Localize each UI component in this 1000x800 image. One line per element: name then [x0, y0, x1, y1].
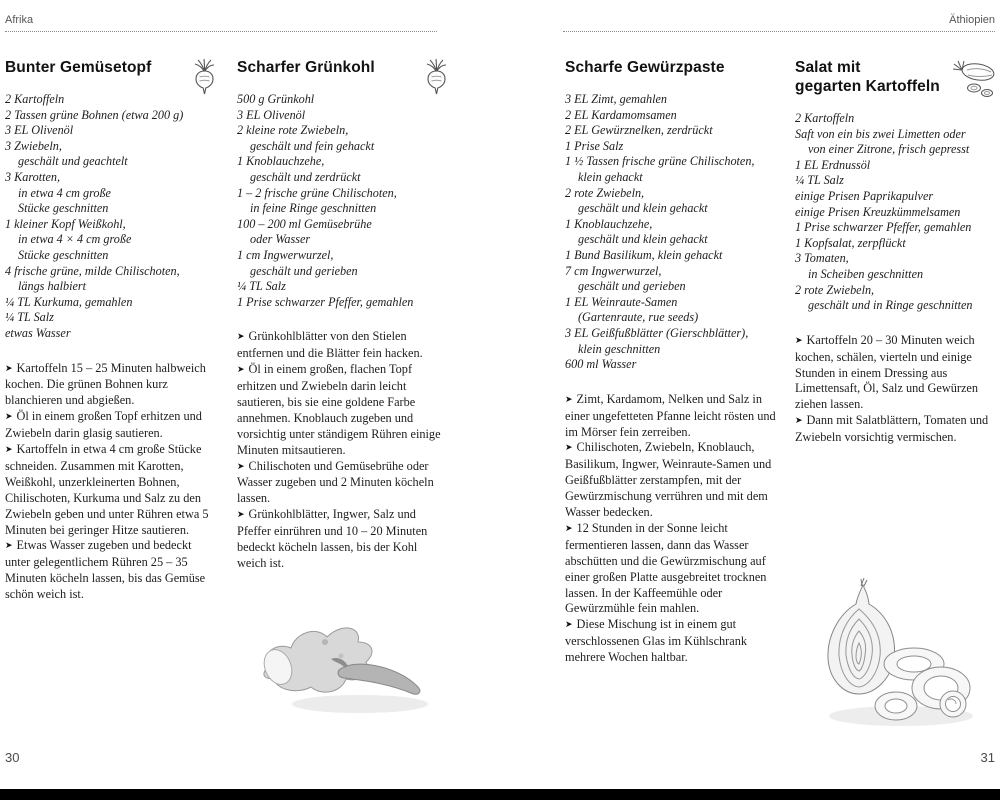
- step-item: [795, 333, 997, 414]
- step-text: Diese Mischung ist in einem gut verschlossenen Glas im Kühlschrank mehrere Wochen haltbar.: [565, 617, 748, 665]
- step-text: 12 Stunden in der Sonne leicht fermentieren lassen, dann das Wasser abschütten und die Gewürzmischung auf einer großen Platte ausgebreitet trocknen lassen. In der Kaffeemühle oder Gewürzmühle fein mahlen.: [565, 520, 767, 616]
- recipe-title: [237, 58, 449, 77]
- ginger-chili-illustration: [245, 596, 440, 736]
- step-item: [237, 362, 449, 458]
- step-item: [565, 392, 789, 441]
- ingredient-line: 1 Prise Salz: [565, 138, 624, 153]
- ingredient-line: einige Prisen Kreuzkümmelsamen: [795, 204, 961, 219]
- ingredient-line: 1 kleiner Kopf Weißkohl,: [5, 216, 126, 231]
- ingredient-line: in feine Ringe geschnitten: [250, 201, 377, 216]
- recipe-column-scharfer-gruenkohl: [237, 58, 449, 572]
- ingredient-line: ¼ TL Salz: [795, 173, 844, 188]
- recipe-title-line: Scharfer Grünkohl: [237, 59, 375, 76]
- ingredient-list: [795, 111, 997, 314]
- ingredient-line: 2 Tassen grüne Bohnen (etwa 200 g): [5, 107, 184, 122]
- ingredient-line: 2 kleine rote Zwiebeln,: [237, 123, 349, 138]
- running-header-right: Äthiopien: [563, 14, 995, 32]
- step-text: Zimt, Kardamom, Nelken und Salz in einer ungefetteten Pfanne leicht rösten und im Mörser fein zerreiben.: [565, 391, 776, 439]
- ingredient-line: 1 Bund Basilikum, klein gehackt: [565, 247, 723, 262]
- step-text: Chilischoten und Gemüsebrühe oder Wasser zugeben und 2 Minuten köcheln lassen.: [237, 458, 434, 506]
- ingredient-line: 2 rote Zwiebeln,: [565, 185, 645, 200]
- step-text: Grünkohlblätter von den Stielen entfernen und die Blätter fein hacken.: [237, 329, 423, 361]
- ingredient-line: geschält und gerieben: [578, 279, 686, 294]
- recipe-title: [565, 58, 789, 77]
- beet-icon: [424, 58, 449, 100]
- step-bullet-icon: ➤: [565, 393, 573, 404]
- step-item: [237, 507, 449, 572]
- ingredient-line: 1 Prise schwarzer Pfeffer, gemahlen: [237, 294, 414, 309]
- step-list: [565, 392, 789, 666]
- recipe-title-line: Salat mit: [795, 59, 861, 76]
- ingredient-line: klein gehackt: [578, 169, 643, 184]
- step-list: [795, 333, 997, 446]
- step-text: Etwas Wasser zugeben und bedeckt unter gelegentlichem Rühren 25 – 35 Minuten köcheln lassen, bis das Gemüse schön weich ist.: [5, 538, 206, 602]
- ingredient-line: Stücke geschnitten: [18, 201, 109, 216]
- step-bullet-icon: ➤: [795, 415, 803, 426]
- ingredient-line: (Gartenraute, rue seeds): [578, 310, 699, 325]
- step-bullet-icon: ➤: [237, 331, 245, 342]
- ingredient-line: 3 EL Zimt, gemahlen: [565, 92, 668, 106]
- step-item: [565, 440, 789, 521]
- ingredient-line: in etwa 4 cm große: [18, 185, 111, 200]
- ingredient-line: einige Prisen Paprikapulver: [795, 188, 934, 203]
- ingredient-line: 1 EL Erdnussöl: [795, 157, 871, 172]
- ingredient-line: 3 Zwiebeln,: [5, 138, 62, 153]
- ingredient-line: geschält und in Ringe geschnitten: [808, 298, 973, 313]
- step-bullet-icon: ➤: [5, 362, 13, 373]
- ingredient-list: [237, 92, 449, 310]
- step-bullet-icon: ➤: [565, 619, 573, 630]
- ingredient-line: ¼ TL Kurkuma, gemahlen: [5, 294, 133, 309]
- step-text: Öl in einem großen, flachen Topf erhitzen und Zwiebeln darin leicht sautieren, bis sie eine goldene Farbe annehmen. Knoblauch zugeben und vorsichtig unter ständigem Rühren einige Minuten mitsautieren.: [237, 362, 441, 457]
- onion-illustration: [801, 576, 991, 746]
- ingredient-line: geschält und klein gehackt: [578, 201, 708, 216]
- step-item: [565, 617, 789, 666]
- ingredient-line: 2 rote Zwiebeln,: [795, 282, 875, 297]
- ingredient-line: 1 Prise schwarzer Pfeffer, gemahlen: [795, 220, 972, 235]
- running-header-left: Afrika: [5, 14, 437, 32]
- ingredient-line: etwas Wasser: [5, 325, 71, 340]
- ingredient-line: oder Wasser: [250, 232, 311, 247]
- step-text: Kartoffeln 20 – 30 Minuten weich kochen, schälen, vierteln und einige Stunden in einem Dressing aus Limettensaft, Öl, Salz und Gewürzen ziehen lassen.: [795, 332, 979, 412]
- ingredient-line: 1 Knoblauchzehe,: [565, 216, 653, 231]
- ingredient-line: geschält und gerieben: [250, 263, 358, 278]
- ingredient-line: Stücke geschnitten: [18, 247, 109, 262]
- ingredient-line: 3 EL Olivenöl: [237, 107, 306, 122]
- ingredient-line: 3 Karotten,: [5, 169, 61, 184]
- ingredient-line: 1 Kopfsalat, zerpflückt: [795, 235, 906, 250]
- step-item: [5, 538, 217, 603]
- ingredient-line: 100 – 200 ml Gemüsebrühe: [237, 216, 372, 231]
- ingredient-line: 1 EL Weinraute-Samen: [565, 294, 678, 309]
- bottom-black-bar: [0, 789, 1000, 800]
- step-list: [5, 361, 217, 604]
- ingredient-line: 1 – 2 frische grüne Chilischoten,: [237, 185, 397, 200]
- step-bullet-icon: ➤: [795, 334, 803, 345]
- step-bullet-icon: ➤: [5, 411, 13, 422]
- step-bullet-icon: ➤: [5, 540, 13, 551]
- ingredient-line: 1 ½ Tassen frische grüne Chilischoten,: [565, 154, 755, 169]
- recipe-title-line2: gegarten Kartoffeln: [795, 78, 940, 95]
- step-text: Dann mit Salatblättern, Tomaten und Zwiebeln vorsichtig vermischen.: [795, 413, 989, 445]
- ingredient-line: 2 Kartoffeln: [5, 92, 65, 106]
- step-item: [237, 459, 449, 508]
- step-bullet-icon: ➤: [565, 442, 573, 453]
- step-bullet-icon: ➤: [237, 509, 245, 520]
- recipe-title-line: Scharfe Gewürzpaste: [565, 59, 725, 76]
- page-number-right: 31: [980, 750, 995, 765]
- ingredient-line: 500 g Grünkohl: [237, 92, 315, 106]
- step-item: [795, 413, 997, 446]
- recipe-title-line: Bunter Gemüsetopf: [5, 59, 152, 76]
- ingredient-line: ¼ TL Salz: [5, 310, 54, 325]
- ingredient-line: geschält und klein gehackt: [578, 232, 708, 247]
- ingredient-line: geschält und zerdrückt: [250, 169, 361, 184]
- recipe-column-bunter-gemuesetopf: [5, 58, 217, 603]
- step-item: [5, 442, 217, 538]
- ingredient-line: 3 EL Geißfußblätter (Gierschblätter),: [565, 325, 749, 340]
- ingredient-line: klein geschnitten: [578, 341, 661, 356]
- step-item: [5, 361, 217, 410]
- step-text: Grünkohlblätter, Ingwer, Salz und Pfeffer einrühren und 10 – 20 Minuten bedeckt köcheln lassen, bis der Kohl weich ist.: [237, 507, 428, 570]
- beet-icon: [192, 58, 217, 100]
- step-bullet-icon: ➤: [5, 444, 13, 455]
- ingredient-line: in etwa 4 × 4 cm große: [18, 232, 132, 247]
- recipe-title: [5, 58, 217, 77]
- ingredient-line: 1 cm Ingwerwurzel,: [237, 247, 334, 262]
- ingredient-line: 3 Tomaten,: [795, 251, 849, 266]
- ingredient-line: 2 EL Gewürznelken, zerdrückt: [565, 123, 713, 138]
- ingredient-line: 2 EL Kardamomsamen: [565, 107, 677, 122]
- step-item: [565, 521, 789, 617]
- step-list: [237, 329, 449, 572]
- recipe-column-salat-mit-gegarten-kartoffeln: [795, 58, 997, 446]
- step-bullet-icon: ➤: [565, 522, 573, 533]
- ingredient-line: 600 ml Wasser: [565, 357, 637, 372]
- ingredient-list: [565, 92, 789, 373]
- ingredient-list: [5, 92, 217, 342]
- ingredient-line: geschält und geachtelt: [18, 154, 128, 169]
- ingredient-line: geschält und fein gehackt: [250, 138, 375, 153]
- step-bullet-icon: ➤: [237, 460, 245, 471]
- step-text: Kartoffeln in etwa 4 cm große Stücke schneiden. Zusammen mit Karotten, Weißkohl, unzerkleinerten Bohnen, Chilischoten, Kurkuma und Salz zu den Zwiebeln geben und unter Rühren etwa 5 Minuten bei geringer Hitze sautieren.: [5, 442, 209, 537]
- ingredient-line: Saft von ein bis zwei Limetten oder: [795, 126, 966, 141]
- recipe-column-scharfe-gewuerzpaste: [565, 58, 789, 666]
- step-text: Chilischoten, Zwiebeln, Knoblauch, Basilikum, Ingwer, Weinraute-Samen und Geißfußblätter zerstampfen, mit der Gewürzmischung verrühren und mit dem Wasser bedecken.: [565, 440, 772, 520]
- step-bullet-icon: ➤: [237, 364, 245, 375]
- step-item: [237, 329, 449, 362]
- step-text: Kartoffeln 15 – 25 Minuten halbweich kochen. Die grünen Bohnen kurz blanchieren und abgießen.: [5, 360, 206, 408]
- carrot-icon: [951, 58, 997, 105]
- ingredient-line: 7 cm Ingwerwurzel,: [565, 263, 662, 278]
- ingredient-line: 2 Kartoffeln: [795, 111, 855, 125]
- ingredient-line: 4 frische grüne, milde Chilischoten,: [5, 263, 180, 278]
- ingredient-line: ¼ TL Salz: [237, 279, 286, 294]
- ingredient-line: in Scheiben geschnitten: [808, 266, 924, 281]
- step-item: [5, 409, 217, 442]
- ingredient-line: 1 Knoblauchzehe,: [237, 154, 325, 169]
- ingredient-line: längs halbiert: [18, 279, 87, 294]
- step-text: Öl in einem großen Topf erhitzen und Zwiebeln darin glasig sautieren.: [5, 409, 202, 441]
- ingredient-line: 3 EL Olivenöl: [5, 123, 74, 138]
- ingredient-line: von einer Zitrone, frisch gepresst: [808, 142, 970, 157]
- page-number-left: 30: [5, 750, 20, 765]
